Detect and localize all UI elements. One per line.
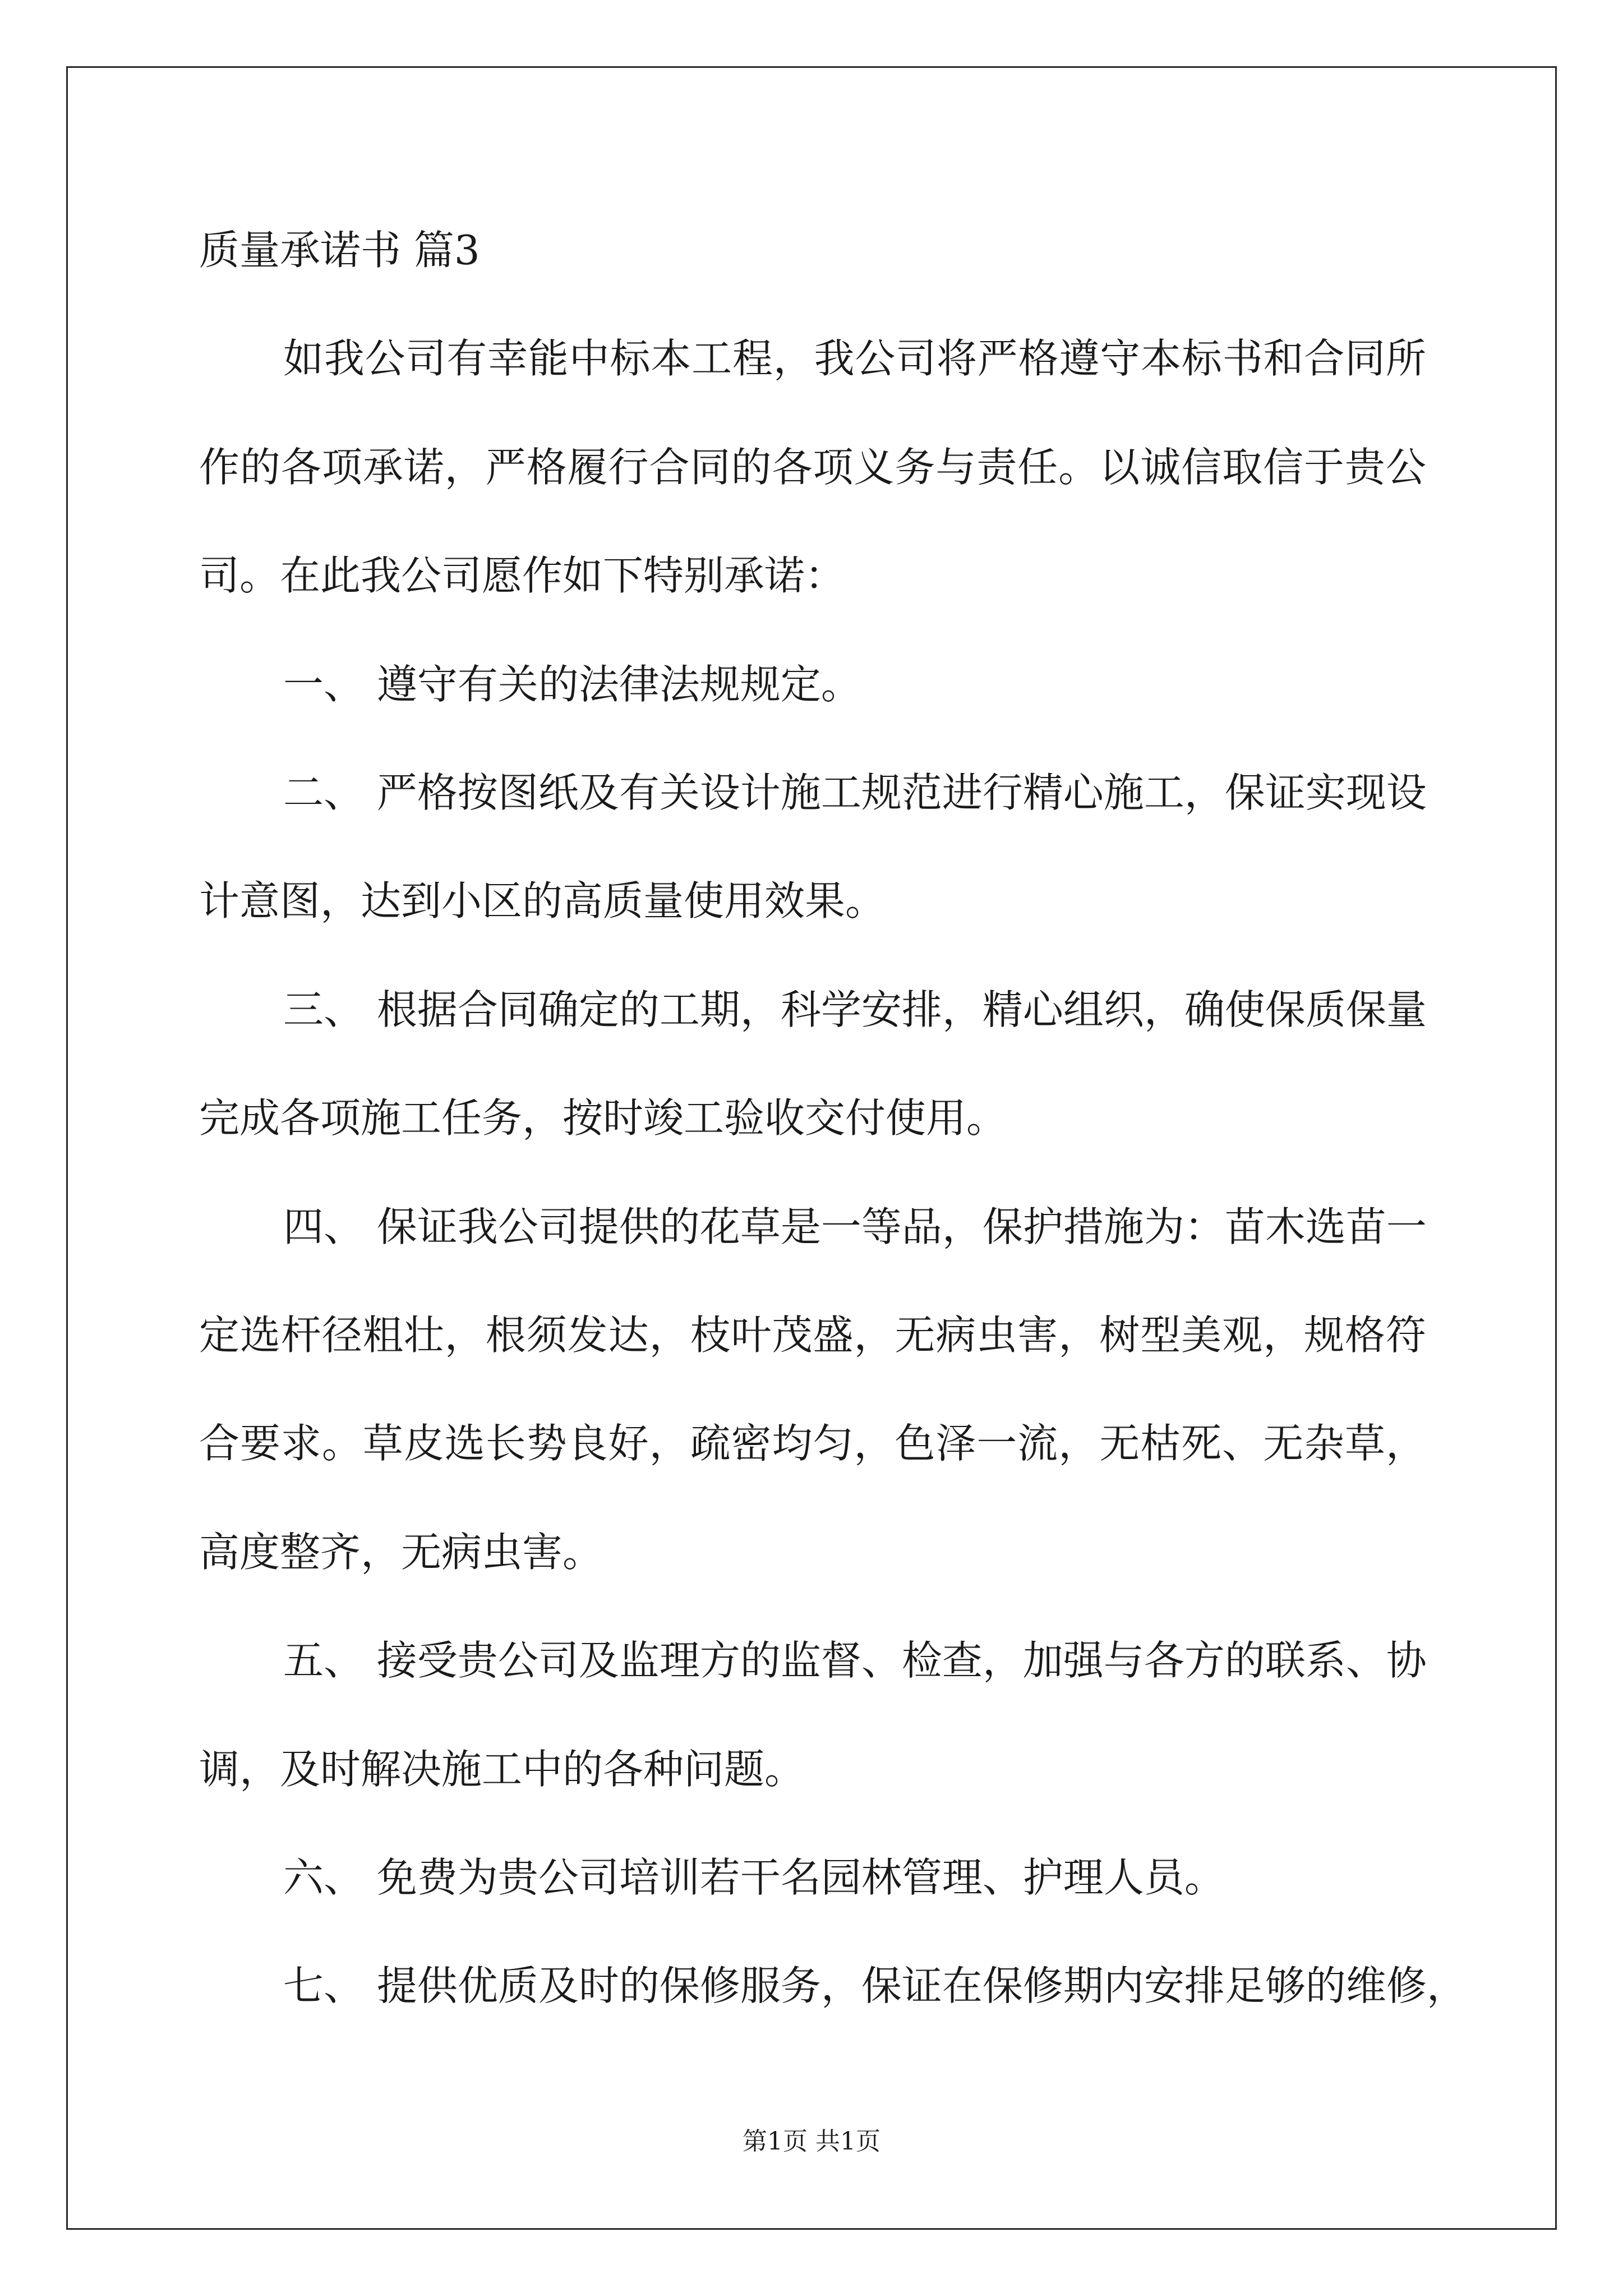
item-4-line-1: 四、 保证我公司提供的花草是一等品，保护措施为：苗木选苗一 [283,1203,1427,1250]
item-2-line-1: 二、 严格按图纸及有关设计施工规范进行精心施工，保证实现设 [283,769,1427,816]
item-4-line-2: 定选杆径粗壮，根须发达，枝叶茂盛，无病虫害，树型美观，规格符 [199,1312,1426,1359]
item-3-line-2: 完成各项施工任务，按时竣工验收交付使用。 [199,1094,1007,1142]
page-border [66,66,1557,2230]
item-2-line-2: 计意图，达到小区的高质量使用效果。 [199,877,886,924]
item-5-line-1: 五、 接受贵公司及监理方的监督、检查，加强与各方的联系、协 [283,1637,1427,1684]
item-5-line-2: 调，及时解决施工中的各种问题。 [199,1746,805,1793]
item-6-line-1: 六、 免费为贵公司培训若干名园林管理、护理人员。 [283,1854,1225,1901]
document-title: 质量承诺书 篇3 [199,227,480,274]
page-footer: 第1页 共1页 [743,2127,880,2156]
item-7-line-1: 七、 提供优质及时的保修服务，保证在保修期内安排足够的维修， [283,1962,1467,2009]
paragraph-intro-line-2: 作的各项承诺，严格履行合同的各项义务与责任。以诚信取信于贵公 [199,444,1426,491]
item-1-line-1: 一、 遵守有关的法律法规规定。 [283,661,861,708]
paragraph-intro-line-1: 如我公司有幸能中标本工程，我公司将严格遵守本标书和合同所 [283,335,1426,382]
item-4-line-3: 合要求。草皮选长势良好，疏密均匀，色泽一流，无枯死、无杂草， [199,1420,1426,1467]
item-4-line-4: 高度整齐，无病虫害。 [199,1529,603,1576]
paragraph-intro-line-3: 司。在此我公司愿作如下特别承诺： [199,552,846,599]
item-3-line-1: 三、 根据合同确定的工期，科学安排，精心组织，确使保质保量 [283,986,1427,1033]
